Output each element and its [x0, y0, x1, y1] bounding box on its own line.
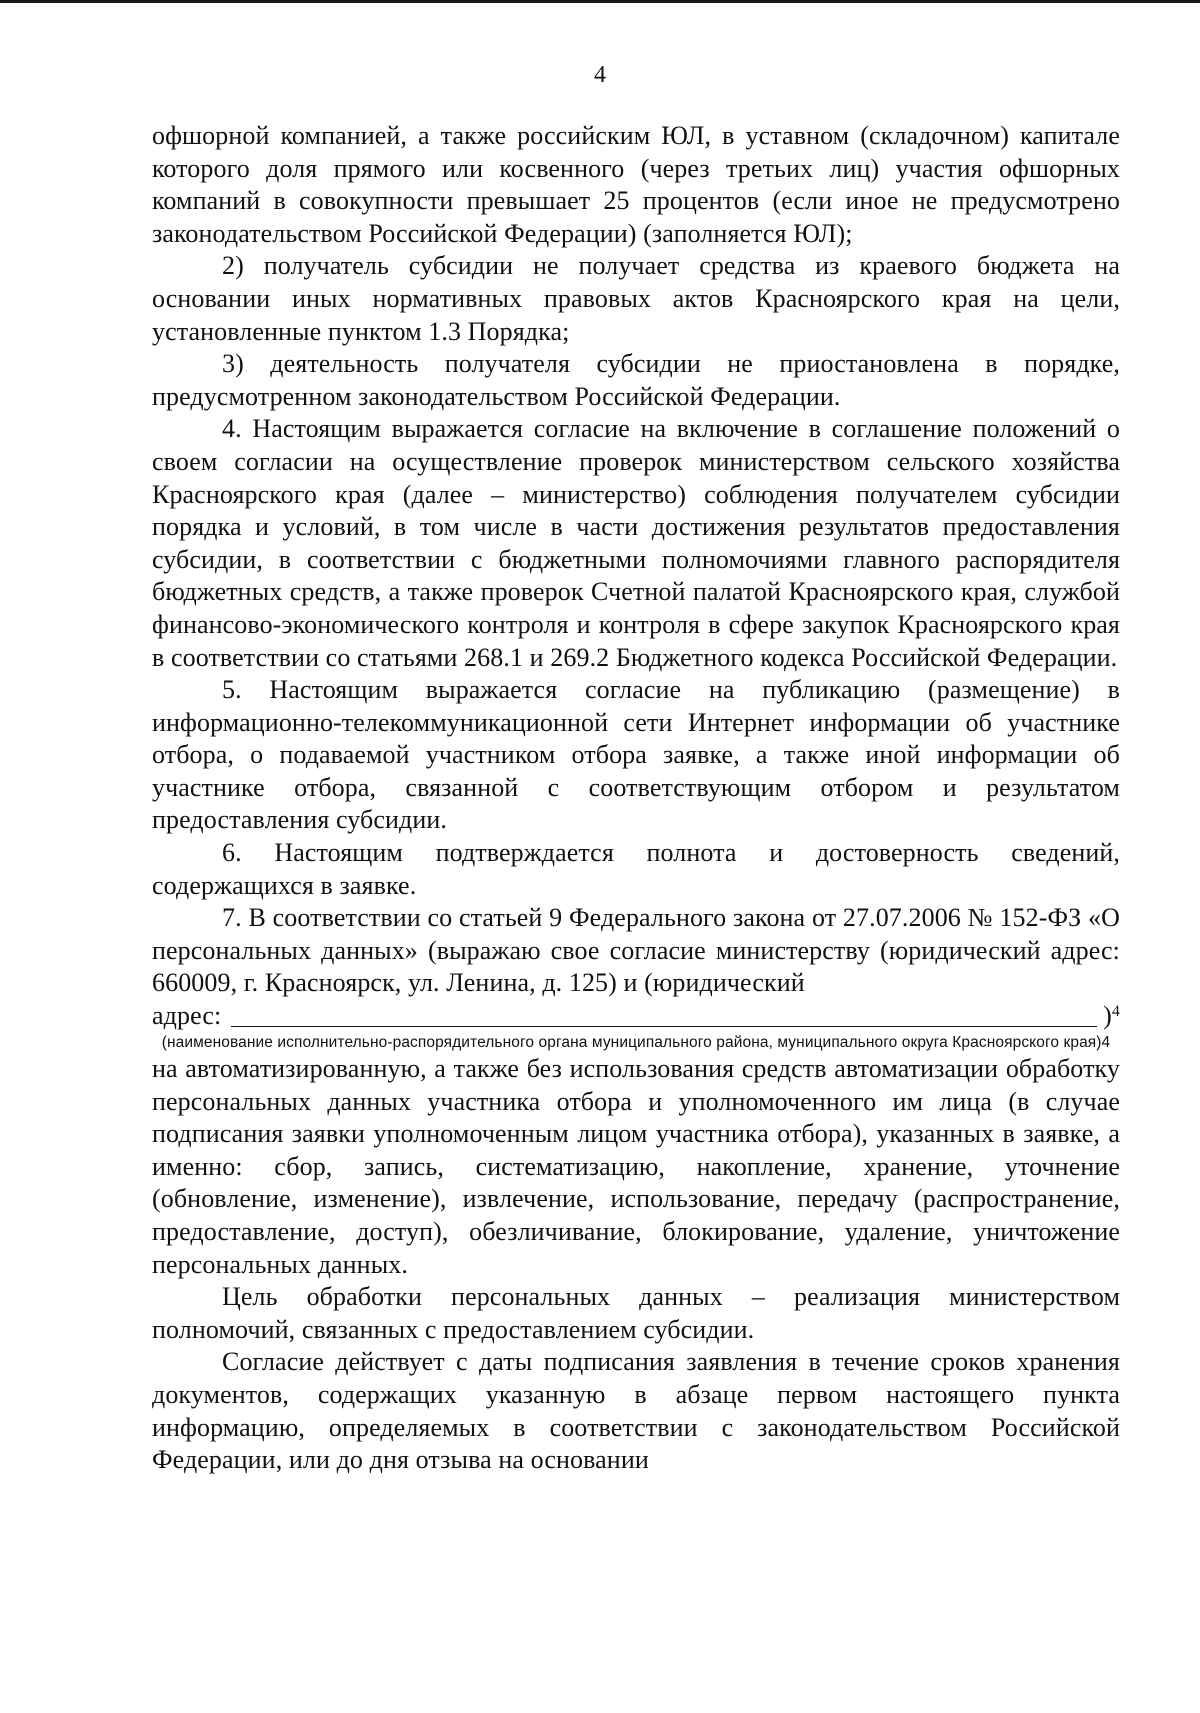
paragraph-item-7: 7. В соответствии со статьей 9 Федерального закона от 27.07.2006 № 152-ФЗ «О персональных данных» (выражаю свое согласие министерству (юридический адрес: 660009, г. Красноярск, ул. Ленина, д. 125) и (юридический [152, 903, 1120, 998]
paragraph-item-4: 4. Настоящим выражается согласие на включение в соглашение положений о своем согласии на осуществление проверок министерством сельского хозяйства Красноярского края (далее – министерство) соблюдения получателем субсидии порядка и условий, в том числе в части достижения результатов предоставления субсидии, в соответствии с бюджетными полномочиями главного распорядителя бюджетных средств, а также проверок Счетной палатой Красноярского края, службой финансово-экономического контроля и контроля в сфере закупок Красноярского края в соответствии со статьями 268.1 и 269.2 Бюджетного кодекса Российской Федерации. [152, 414, 1120, 672]
paragraph-processing: на автоматизированную, а также без использования средств автоматизации обработку персональных данных участника отбора и уполномоченного им лица (в случае подписания заявки уполномоченным лицом участника отбора), указанных в заявке, а именно: сбор, запись, систематизацию, накопление, хранение, уточнение (обновление, изменение), извлечение, использование, передачу (распространение, предоставление, доступ), обезличивание, блокирование, удаление, уничтожение персональных данных. [152, 1054, 1120, 1279]
address-blank-line[interactable] [231, 1000, 1097, 1027]
paragraph-item-5: 5. Настоящим выражается согласие на публикацию (размещение) в информационно-телекоммуникационной сети Интернет информации об участнике отбора, о подаваемой участником отбора заявке, а также иной информации об участнике отбора, связанной с соответствующим отбором и результатом предоставления субсидии. [152, 675, 1120, 835]
paragraph-item-3: 3) деятельность получателя субсидии не приостановлена в порядке, предусмотренном законодательством Российской Федерации. [152, 349, 1120, 411]
page-number: 4 [594, 62, 606, 88]
paragraph-item-2: 2) получатель субсидии не получает средства из краевого бюджета на основании иных нормативных правовых актов Красноярского края на цели, установленные пунктом 1.3 Порядка; [152, 251, 1120, 346]
paragraph-validity: Согласие действует с даты подписания заявления в течение сроков хранения документов, содержащих указанную в абзаце первом настоящего пункта информацию, определяемых в соответствии с законодательством Российской Федерации, или до дня отзыва на основании [152, 1347, 1120, 1475]
document-body [152, 120, 1120, 1477]
address-fill-row [152, 1000, 1120, 1033]
address-label: адрес: [152, 1001, 222, 1031]
paragraph-item-6: 6. Настоящим подтверждается полнота и достоверность сведений, содержащихся в заявке. [152, 838, 1120, 900]
paragraph-purpose: Цель обработки персональных данных – реализация министерством полномочий, связанных с предоставлением субсидии. [152, 1282, 1120, 1344]
paragraph-offshore: офшорной компанией, а также российским ЮЛ, в уставном (складочном) капитале которого доля прямого или косвенного (через третьих лиц) участия офшорных компаний в совокупности превышает 25 процентов (если иное не предусмотрено законодательством Российской Федерации) (заполняется ЮЛ); [152, 121, 1120, 248]
address-close-paren: ) [1103, 1001, 1112, 1031]
top-border-rule [0, 0, 1200, 3]
footnote-marker: 4 [1111, 1003, 1120, 1021]
address-field-caption: (наименование исполнительно-распорядительного органа муниципального района, муниципального округа Красноярского края)4 [161, 1034, 1111, 1052]
